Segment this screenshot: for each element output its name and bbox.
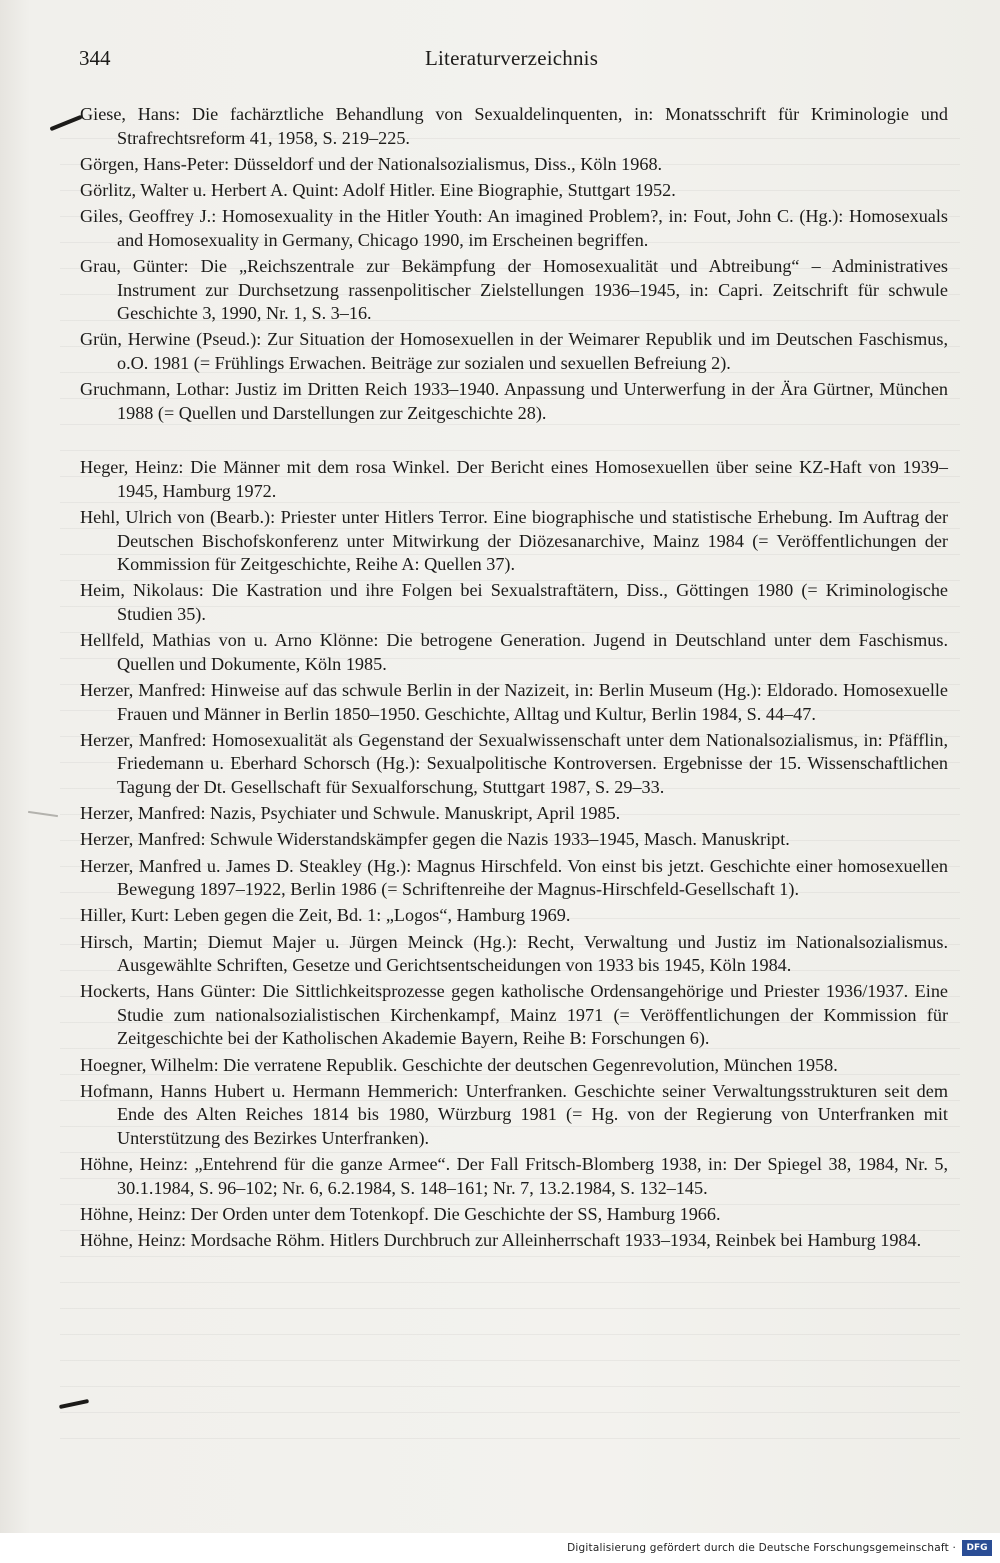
bibliography-entry: Höhne, Heinz: Der Orden unter dem Totenkopf. Die Geschichte der SS, Hamburg 1966. (80, 1204, 721, 1224)
bibliography-entry: Hellfeld, Mathias von u. Arno Klönne: Die betrogene Generation. Jugend in Deutschland unter dem Faschismus. Quellen und Dokumente, Köln 1985. (80, 630, 948, 674)
bibliography-entry: Gruchmann, Lothar: Justiz im Dritten Reich 1933–1940. Anpassung und Unterwerfung in der Ära Gürtner, München 1988 (= Quellen und Darstellungen zur Zeitgeschichte 28). (80, 379, 948, 423)
bibliography-entry: Herzer, Manfred: Hinweise auf das schwule Berlin in der Nazizeit, in: Berlin Museum (Hg.): Eldorado. Homosexuelle Frauen und Männer in Berlin 1850–1950. Geschichte, Alltag und Kultur, Berlin 1984, S. 44–47. (80, 680, 948, 724)
bibliography-entry: Hockerts, Hans Günter: Die Sittlichkeitsprozesse gegen katholische Ordensangehörige und Priester 1936/1937. Eine Studie zum nationalsozialistischen Kirchenkampf, Mainz 1971 (= Veröffentlichungen der Kommission für Zeitgeschichte bei der Katholischen Akademie Bayern, Reihe B: Forschungen 6). (80, 981, 948, 1049)
bibliography-entry: Heim, Nikolaus: Die Kastration und ihre Folgen bei Sexualstraftätern, Diss., Göttingen 1980 (= Kriminologische Studien 35). (80, 580, 948, 625)
bibliography-entry: Herzer, Manfred: Nazis, Psychiater und Schwule. Manuskript, April 1985. (80, 803, 621, 824)
footer-credit: Digitalisierung gefördert durch die Deutsche Forschungsgemeinschaft · (567, 1542, 956, 1554)
bibliography-entry: Görlitz, Walter u. Herbert A. Quint: Adolf Hitler. Eine Biographie, Stuttgart 1952. (80, 179, 676, 200)
bibliography-entry: Höhne, Heinz: „Entehrend für die ganze Armee“. Der Fall Fritsch-Blomberg 1938, in: Der Spiegel 38, 1984, Nr. 5, 30.1.1984, S. 96–102; Nr. 6, 6.2.1984, S. 148–161; Nr. 7, 13.2.1984, S. 132–145. (80, 1154, 948, 1198)
bibliography-entry: Hehl, Ulrich von (Bearb.): Priester unter Hitlers Terror. Eine biographische und statistische Erhebung. Im Auftrag der Deutschen Bischofskonferenz unter Mitwirkung der Diözesanarchive, Mainz 1984 (= Veröffentlichungen der Kommission für Zeitgeschichte, Reihe A: Quellen 37). (80, 507, 948, 575)
dfg-logo: DFG (962, 1540, 992, 1556)
bibliography-entry: Herzer, Manfred u. James D. Steakley (Hg.): Magnus Hirschfeld. Von einst bis jetzt. Geschichte einer homosexuellen Bewegung 1897–1922, Berlin 1986 (= Schriftenreihe der Magnus-Hirschfeld-Gesellschaft 1). (80, 855, 948, 900)
digitization-footer (0, 1533, 1000, 1563)
running-header (0, 46, 1000, 78)
bibliography-entry: Höhne, Heinz: Mordsache Röhm. Hitlers Durchbruch zur Alleinherrschaft 1933–1934, Reinbek bei Hamburg 1984. (80, 1230, 922, 1251)
running-title: Literaturverzeichnis (425, 46, 599, 70)
bibliography-entry: Görgen, Hans-Peter: Düsseldorf und der Nationalsozialismus, Diss., Köln 1968. (80, 153, 663, 174)
bibliography-list (80, 103, 948, 1255)
bibliography-entry: Heger, Heinz: Die Männer mit dem rosa Winkel. Der Bericht eines Homosexuellen über seine KZ-Haft von 1939–1945, Hamburg 1972. (80, 457, 948, 501)
bibliography-entry: Grün, Herwine (Pseud.): Zur Situation der Homosexuellen in der Weimarer Republik und im Deutschen Faschismus, o.O. 1981 (= Frühlings Erwachen. Beiträge zur sozialen und sexuellen Befreiung 2). (80, 329, 948, 373)
bibliography-entry: Hirsch, Martin; Diemut Majer u. Jürgen Meinck (Hg.): Recht, Verwaltung und Justiz im Nationalsozialismus. Ausgewählte Schriften, Gesetze und Gerichtsentscheidungen von 1933 bis 1945, Köln 1984. (80, 931, 948, 976)
page-number: 344 (79, 46, 111, 70)
bibliography-entry: Hofmann, Hanns Hubert u. Hermann Hemmerich: Unterfranken. Geschichte seiner Verwaltungsstrukturen seit dem Ende des Alten Reiches 1814 bis 1980, Würzburg 1981 (= Hg. von der Regierung von Unterfranken mit Unterstützung des Bezirkes Unterfranken). (80, 1080, 948, 1149)
bibliography-entry: Herzer, Manfred: Schwule Widerstandskämpfer gegen die Nazis 1933–1945, Masch. Manuskript. (80, 829, 790, 850)
bibliography-entry: Grau, Günter: Die „Reichszentrale zur Bekämpfung der Homosexualität und Abtreibung“ – Administratives Instrument zur Durchsetzung rassenpolitischer Zielstellungen 1936–1945, in: Capri. Zeitschrift für schwule Geschichte 3, 1990, Nr. 1, S. 3–16. (80, 255, 948, 324)
bibliography-entry: Hoegner, Wilhelm: Die verratene Republik. Geschichte der deutschen Gegenrevolution, München 1958. (80, 1054, 838, 1075)
bibliography-entry: Giles, Geoffrey J.: Homosexuality in the Hitler Youth: An imagined Problem?, in: Fout, John C. (Hg.): Homosexuals and Homosexuality in Germany, Chicago 1990, im Erscheinen begriffen. (80, 206, 948, 250)
bibliography-entry: Giese, Hans: Die fachärztliche Behandlung von Sexualdelinquenten, in: Monatsschrift für Kriminologie und Strafrechtsreform 41, 1958, S. 219–225. (80, 104, 948, 148)
bibliography-entry: Herzer, Manfred: Homosexualität als Gegenstand der Sexualwissenschaft unter dem Nationalsozialismus, in: Pfäfflin, Friedemann u. Eberhard Schorsch (Hg.): Sexualpolitische Kontroversen. Ergebnisse der 15. Wissenschaftlichen Tagung der Dt. Gesellschaft für Sexualforschung, Stuttgart 1987, S. 29–33. (80, 729, 948, 797)
bibliography-entry: Hiller, Kurt: Leben gegen die Zeit, Bd. 1: „Logos“, Hamburg 1969. (80, 905, 571, 926)
